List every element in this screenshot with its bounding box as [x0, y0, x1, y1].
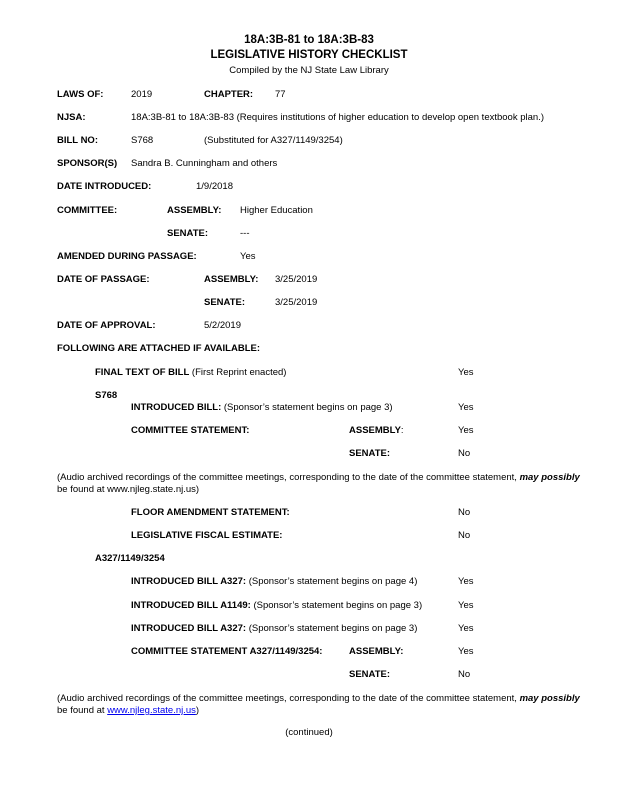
checklist-title-statute: 18A:3B-81 to 18A:3B-83	[244, 34, 374, 46]
a327-audio-note-prefix: be found at	[57, 705, 108, 716]
s768-statement-assembly-value: Yes	[458, 425, 474, 436]
a327-introduced-note-1: (Sponsor’s statement begins on page 4)	[246, 576, 418, 587]
laws-of-label: LAWS OF:	[57, 89, 104, 100]
date-of-passage-label: DATE OF PASSAGE:	[57, 274, 150, 285]
passage-senate-label: SENATE:	[204, 297, 245, 308]
bill-no-label: BILL NO:	[57, 135, 98, 146]
a1149-introduced-row	[131, 601, 422, 611]
a327-introduced-label-1: INTRODUCED BILL A327:	[131, 576, 247, 587]
bill-no-value: S768	[131, 135, 154, 146]
s768-statement-assembly-colon: :	[400, 425, 404, 436]
committee-senate-value: ---	[240, 228, 250, 239]
a327-statement-senate-label: SENATE:	[349, 669, 390, 680]
a327-introduced-row-2	[131, 624, 417, 634]
sponsors-label: SPONSOR(S)	[57, 158, 118, 169]
s768-floor-label: FLOOR AMENDMENT STATEMENT:	[131, 507, 290, 518]
a327-introduced-value-1: Yes	[458, 576, 474, 587]
date-of-approval-value: 5/2/2019	[204, 320, 241, 331]
a1149-introduced-note: (Sponsor’s statement begins on page 3)	[250, 600, 423, 611]
s768-heading: S768	[95, 390, 118, 401]
s768-audio-note-emphasis: may possibly	[519, 472, 580, 483]
s768-introduced-note: (Sponsor’s statement begins on page 3)	[221, 402, 393, 413]
s768-statement-senate-label: SENATE:	[349, 448, 390, 459]
final-text-note: (First Reprint enacted)	[189, 367, 287, 378]
s768-introduced-value: Yes	[458, 402, 474, 413]
njsa-label: NJSA:	[57, 112, 86, 123]
a327-audio-note-line2	[57, 706, 199, 716]
checklist-title: LEGISLATIVE HISTORY CHECKLIST	[210, 49, 408, 61]
final-text-label: FINAL TEXT OF BILL	[95, 367, 190, 378]
final-text-value: Yes	[458, 367, 474, 378]
s768-committee-statement-label: COMMITTEE STATEMENT:	[131, 425, 250, 436]
a1149-introduced-value: Yes	[458, 600, 474, 611]
s768-fiscal-label: LEGISLATIVE FISCAL ESTIMATE:	[131, 530, 283, 541]
s768-audio-note-line2: be found at www.njleg.state.nj.us)	[57, 484, 200, 495]
a327-audio-note-line1	[57, 694, 580, 704]
s768-statement-assembly-label-group	[349, 426, 404, 436]
a327-heading: A327/1149/3254	[95, 553, 165, 564]
chapter-value: 77	[275, 89, 286, 100]
s768-introduced-label: INTRODUCED BILL:	[131, 402, 222, 413]
s768-floor-value: No	[458, 507, 471, 518]
bill-no-substitution-note: (Substituted for A327/1149/3254)	[204, 135, 343, 146]
committee-label: COMMITTEE:	[57, 205, 118, 216]
date-introduced-value: 1/9/2018	[196, 181, 233, 192]
njleg-link[interactable]: www.njleg.state.nj.us	[107, 705, 196, 716]
a1149-introduced-label: INTRODUCED BILL A1149:	[131, 600, 251, 611]
sponsors-value: Sandra B. Cunningham and others	[131, 158, 278, 169]
njsa-value: 18A:3B-81 to 18A:3B-83 (Requires institutions of higher education to develop open textbook plan.)	[131, 112, 544, 123]
a327-audio-note-emphasis: may possibly	[519, 693, 580, 704]
a327-introduced-label-2: INTRODUCED BILL A327:	[131, 623, 247, 634]
committee-senate-label: SENATE:	[167, 228, 208, 239]
amended-value: Yes	[240, 251, 256, 262]
attached-heading: FOLLOWING ARE ATTACHED IF AVAILABLE:	[57, 343, 260, 354]
passage-assembly-label: ASSEMBLY:	[204, 274, 259, 285]
passage-senate-value: 3/25/2019	[275, 297, 318, 308]
date-of-approval-label: DATE OF APPROVAL:	[57, 320, 156, 331]
a327-audio-note-text: (Audio archived recordings of the committee meetings, corresponding to the date of the committee statement,	[57, 693, 520, 704]
laws-of-value: 2019	[131, 89, 153, 100]
s768-fiscal-value: No	[458, 530, 471, 541]
a327-statement-assembly-value: Yes	[458, 646, 474, 657]
a327-introduced-row-1	[131, 577, 417, 587]
a327-audio-note-suffix: )	[195, 705, 200, 716]
s768-introduced-row	[131, 403, 393, 413]
s768-statement-assembly-label: ASSEMBLY	[349, 425, 401, 436]
a327-statement-assembly-label: ASSEMBLY:	[349, 646, 404, 657]
s768-statement-senate-value: No	[458, 448, 471, 459]
s768-audio-note-text: (Audio archived recordings of the committee meetings, corresponding to the date of the committee statement,	[57, 472, 520, 483]
compiled-by: Compiled by the NJ State Law Library	[229, 65, 389, 76]
a327-introduced-value-2: Yes	[458, 623, 474, 634]
s768-audio-note-line1	[57, 473, 580, 483]
a327-committee-statement-label: COMMITTEE STATEMENT A327/1149/3254:	[131, 646, 323, 657]
a327-statement-senate-value: No	[458, 669, 471, 680]
committee-assembly-label: ASSEMBLY:	[167, 205, 222, 216]
passage-assembly-value: 3/25/2019	[275, 274, 318, 285]
a327-introduced-note-2: (Sponsor’s statement begins on page 3)	[246, 623, 418, 634]
date-introduced-label: DATE INTRODUCED:	[57, 181, 152, 192]
chapter-label: CHAPTER:	[204, 89, 254, 100]
committee-assembly-value: Higher Education	[240, 205, 313, 216]
continued-note: (continued)	[285, 727, 333, 738]
final-text-row	[95, 368, 286, 378]
amended-label: AMENDED DURING PASSAGE:	[57, 251, 197, 262]
